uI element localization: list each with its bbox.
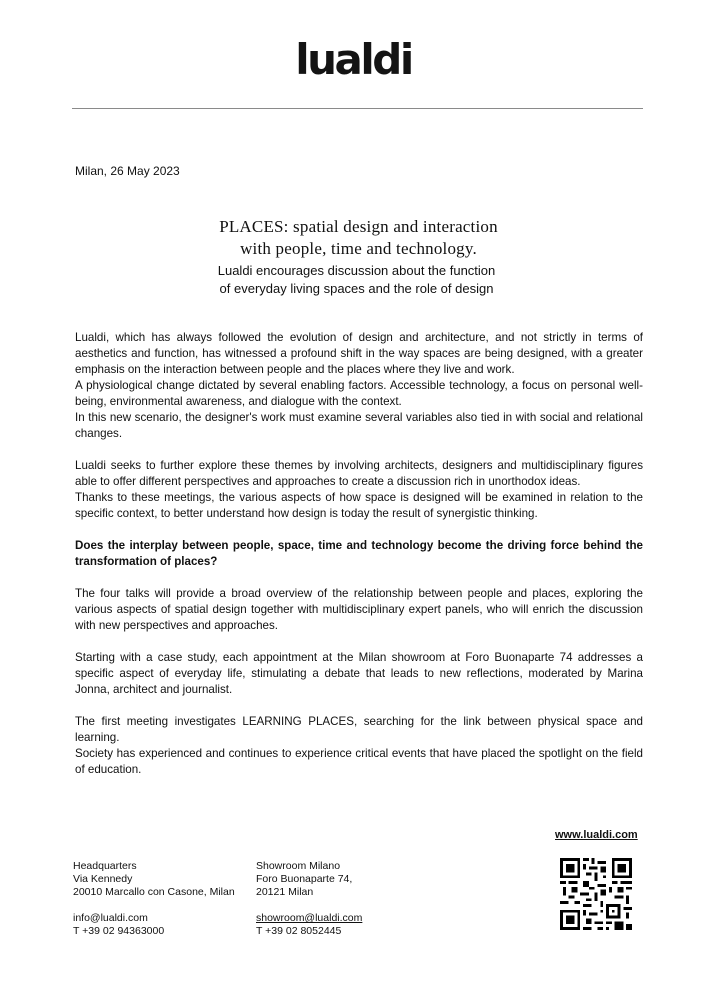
lualdi-logo: lualdi xyxy=(295,35,412,84)
showroom-street: Foro Buonaparte 74, xyxy=(256,873,353,885)
headquarters-label: Headquarters xyxy=(73,860,137,872)
website-link[interactable]: www.lualdi.com xyxy=(555,829,638,841)
showroom-label: Showroom Milano xyxy=(256,860,341,872)
header-divider xyxy=(72,108,643,109)
title-line-1: PLACES: spatial design and interaction xyxy=(219,217,498,236)
press-release-date: Milan, 26 May 2023 xyxy=(75,164,180,178)
press-release-body xyxy=(75,330,643,778)
headquarters-street: Via Kennedy xyxy=(73,873,133,885)
showroom-phone: T +39 02 8052445 xyxy=(256,925,342,937)
body-paragraph: A physiological change dictated by several enabling factors. Accessible technology, a focus on personal well-being, environmental awareness, and dialogue with the context. xyxy=(75,379,643,408)
body-paragraph: In this new scenario, the designer's work must examine several variables also tied in with social and relational changes. xyxy=(75,411,643,440)
key-question: Does the interplay between people, space, time and technology become the driving force behind the transformation of places? xyxy=(75,539,643,568)
body-paragraph: The first meeting investigates LEARNING PLACES, searching for the link between physical space and learning. xyxy=(75,715,643,744)
body-paragraph: Lualdi, which has always followed the evolution of design and architecture, and not strictly in terms of aesthetics and function, has witnessed a profound shift in the way spaces are being designed, with a greater emphasis on the interaction between people and the places where they live and work. xyxy=(75,331,643,376)
press-release-subtitle xyxy=(0,262,707,298)
headquarters-address xyxy=(73,860,235,938)
qr-code-icon xyxy=(560,858,632,930)
headquarters-city: 20010 Marcallo con Casone, Milan xyxy=(73,886,235,898)
subtitle-line-1: Lualdi encourages discussion about the function xyxy=(217,263,496,278)
headquarters-phone: T +39 02 94363000 xyxy=(73,925,165,937)
showroom-city: 20121 Milan xyxy=(256,886,314,898)
body-paragraph: The four talks will provide a broad overview of the relationship between people and places, exploring the various aspects of spatial design together with multidisciplinary expert panels, who will enrich the discussion with new perspectives and approaches. xyxy=(75,587,643,632)
body-paragraph: Thanks to these meetings, the various aspects of how space is designed will be examined in relation to the specific context, to better understand how design is today the result of synergistic thinking. xyxy=(75,491,643,520)
press-release-title xyxy=(0,216,707,260)
subtitle-line-2: of everyday living spaces and the role of design xyxy=(219,281,494,296)
showroom-address xyxy=(256,860,362,938)
body-paragraph: Society has experienced and continues to experience critical events that have placed the spotlight on the field of education. xyxy=(75,747,643,776)
title-line-2: with people, time and technology. xyxy=(240,239,477,258)
body-paragraph: Lualdi seeks to further explore these themes by involving architects, designers and multidisciplinary figures able to offer different perspectives and approaches to create a discussion rich in unorthodox ideas. xyxy=(75,459,643,488)
showroom-email[interactable]: showroom@lualdi.com xyxy=(256,912,363,924)
body-paragraph: Starting with a case study, each appointment at the Milan showroom at Foro Buonaparte 74 addresses a specific aspect of everyday life, stimulating a debate that leads to new reflections, moderated by Marina Jonna, architect and journalist. xyxy=(75,651,643,696)
headquarters-email[interactable]: info@lualdi.com xyxy=(73,912,148,924)
